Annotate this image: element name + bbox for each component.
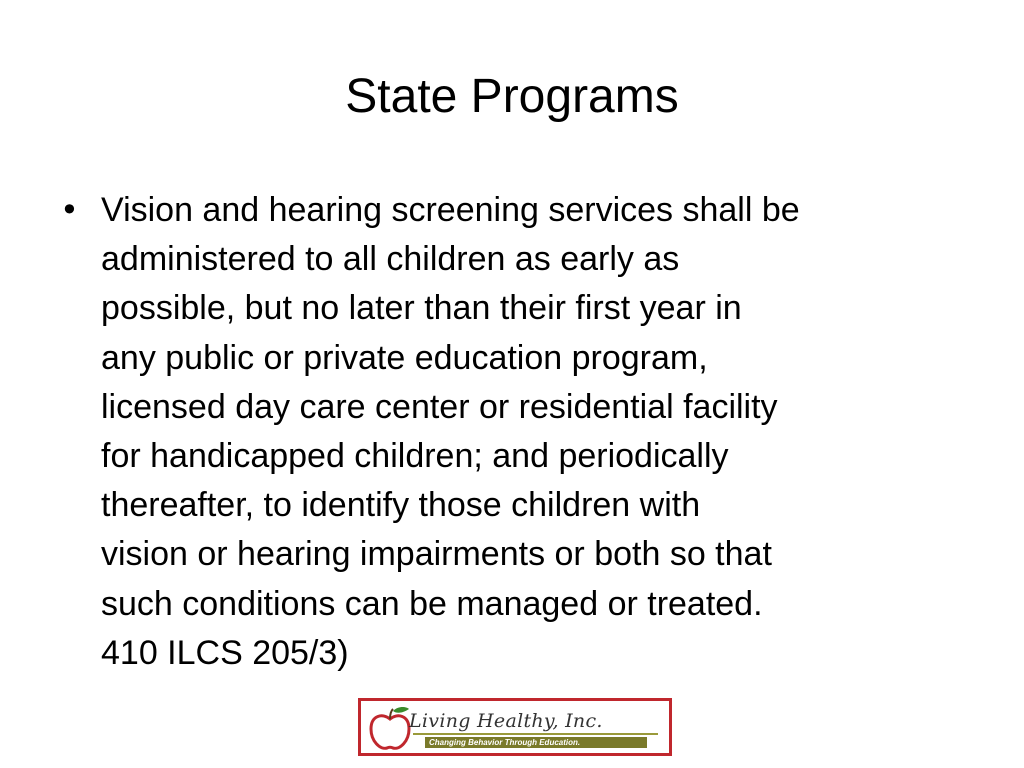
bullet-line: administered to all children as early as	[101, 240, 680, 279]
bullet-dot-icon: •	[60, 191, 79, 229]
bullet-line: such conditions can be managed or treated.	[101, 584, 763, 623]
bullet-line: 410 ILCS 205/3)	[101, 633, 349, 672]
bullet-line: possible, but no later than their first year in	[101, 289, 742, 328]
bullet-line: for handicapped children; and periodically	[101, 437, 729, 476]
bullet-text	[101, 186, 960, 678]
logo-tagline: Changing Behavior Through Education.	[425, 737, 647, 748]
bullet-line: licensed day care center or residential facility	[101, 387, 778, 426]
living-healthy-logo	[358, 698, 672, 756]
bullet-item	[60, 186, 960, 678]
logo-name: Living Healthy, Inc.	[409, 710, 603, 732]
apple-icon	[365, 703, 415, 753]
bullet-list	[60, 186, 960, 678]
logo-divider	[413, 733, 658, 735]
slide-title: State Programs	[345, 70, 679, 123]
bullet-line: Vision and hearing screening services shall be	[101, 191, 800, 229]
bullet-line: any public or private education program,	[101, 338, 708, 377]
bullet-line: vision or hearing impairments or both so that	[101, 535, 772, 574]
bullet-line: thereafter, to identify those children with	[101, 486, 701, 525]
